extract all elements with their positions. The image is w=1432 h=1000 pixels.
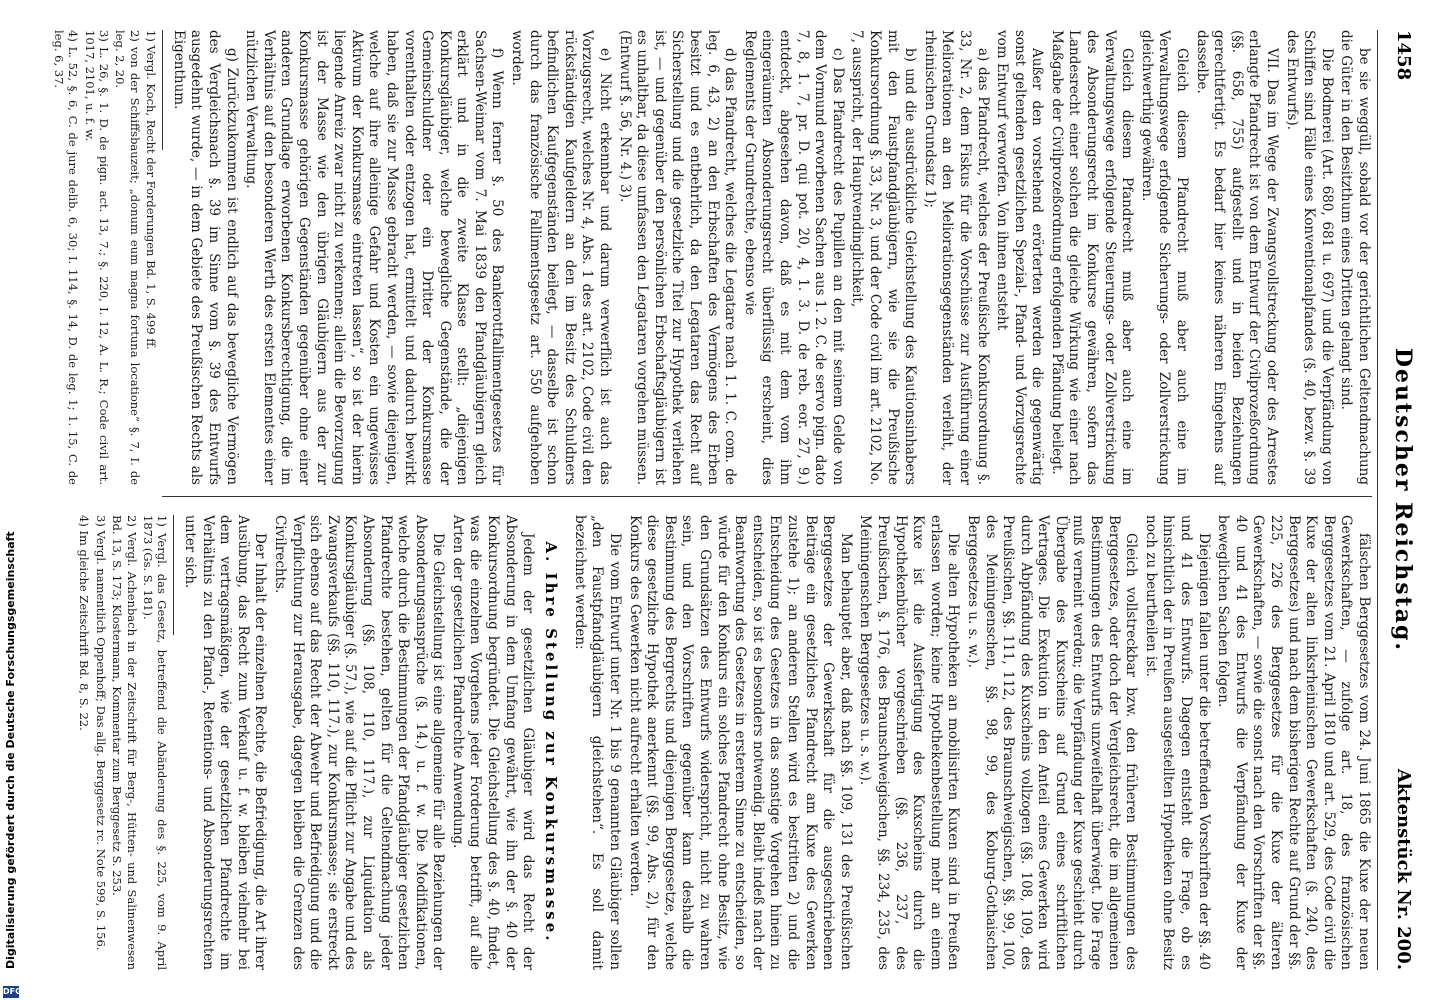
left-column bbox=[51, 30, 1372, 485]
footnote: 4) L. 52, §. 6, C. de jure delib. 6, 30; I. 114, §. 14, D. de leg. 1; 1. 15, C. de leg. 6, 37. bbox=[51, 30, 81, 485]
right-footnotes bbox=[77, 515, 169, 970]
right-paragraphs bbox=[625, 515, 1372, 970]
paragraph: Die Bodmerei (Art. 680, 681 u. 697) und die Verpfändung von Schiffen sind Fälle eines Konventionalpfandes (§. 40, bezw. §. 39 des Entwurfs). bbox=[1283, 30, 1335, 485]
scanned-page bbox=[51, 0, 1424, 1000]
column-rule bbox=[162, 496, 1372, 497]
footnote: 2) Vergl. Achenbach in der Zeitschrift für Berg-, Hütten- und Salinenwesen Bd. 13, S. 173; Klostermann, Kommentar zum Berggesetz S. 253. bbox=[110, 515, 139, 970]
paragraph: VII. Das im Wege der Zwangsvollstreckung oder des Arrestes erlangte Pfandrecht ist von dem Entwurf der Civilprozeßordnung (§§. 658, 755) aufgestellt und in beiden Beziehungen gerechtfertigt. Es bedarf hier keines näheren Eingehens auf dasselbe. bbox=[1193, 30, 1281, 485]
paragraph: e) Nicht erkennbar und darum verwerflich ist auch das Vorzugsrecht, welches Nr. 4, Abs. 1 des art. 2102, Code civil den rückständigen Kaufgeldern an den im Besitz des Schuldners befindlichen Kaufgegenständen beilegt, — dasselbe ist schon durch das französische Fallimentsgesetz art. 550 aufgehoben worden. bbox=[509, 30, 614, 485]
paragraph: Jedem der gesetzlichen Gläubiger wird das Recht der Absonderung in dem Umfang gewährt, wie ihn der §. 40 der Konkursordnung begründet. Die Gleichstellung des §. 40, findet, was die einzelnen Vorgehens jeder Forderung betrifft, auf alle Arten der gesetzlichen Pfandrechte Anwendung. bbox=[449, 515, 537, 970]
paragraph: Die alten Hypotheken an mobilisirten Kuxen sind in Preußen erlassen worden; keine Hypothekenbestellung mehr an einem Kuxe ist die Ausfertigung des Kuxscheins durch die Hypothekenbücher vorgeschrieben (§§. 236, 237, des Preußischen, §. 176, des Braunschweigischen, §§. 234, 235, des Meiningenschen Berggesetzes u. s. w.). bbox=[857, 515, 962, 970]
section-paragraphs bbox=[180, 515, 536, 970]
page-header bbox=[1384, 30, 1418, 970]
paragraph: Man behauptet aber, daß nach §§. 109, 131 des Preußischen Berggesetzes der Gewerkschaft für die ausgeschriebenen Beiträge ein gesetzliches Pfandrecht am Kuxe des Gewerken zustehe 1); an anderen Stellen wird es bestritten 2) und die Entscheidung des Gesetzes in das sonstige Vorgehen hinein zu entscheiden, so ist es besonders notwendig. Bleibt indeß nach der Beantwortung des Gesetzes in ersterem Sinne zu entscheiden, so würde für den Konkurs ein solches Pfandrecht ohne Besitz, wie den Grundsätzen des Entwurfs widerspricht, nicht zu wahren sein, und den Vorschriften gegenüber kann deshalb die Bestimmung des Bergrechts und diejenigen Berggesetze, welche diese gesetzliche Hypothek anerkennt (§§. 99, Abs. 2), für den Konkurs des Gewerken nicht aufrecht erhalten werden. bbox=[626, 515, 854, 970]
footnote: 2) von der Schiffsbauzeit; „donum eum magna fortuna locatione“ §. 7, I. de leg. 2, 20. bbox=[113, 30, 142, 485]
paragraph: Die Gleichstellung ist eine allgemeine für alle Beziehungen der Absonderungsansprüche (§. 14.) u. f. w. Die Modifikationen, welche durch die Bestimmungen der Pfandgläubiger gesetzlichen Pfandrechte bestehen, gelten für die Geltendmachung jeder Absonderung (§§. 108, 110, 117.), zur Liquidation als Konkursgläubiger (§. 57.), wie auf die Pflicht zur Angabe und des Zwangsverkaufs (§§. 110, 117.), zur Konkursmasse; sie erstreckt sich ebenso auf das Recht der Abwehr und Befriedigung und die Verpflichtung zur Herausgabe, dagegen bleiben die Grenzen des Civilrechts. bbox=[271, 515, 447, 970]
paragraph: a) das Pfandrecht, welches der Preußische Konkursordnung §. 33, Nr. 2, dem Fiskus für die Vorschüsse zur Ausführung einer Meliorationen an den Meliorationsgegenständen verleiht, der rheinischen Grundsatz 1); bbox=[921, 30, 991, 485]
page-subtitle: Aktenstück Nr. 200. bbox=[1393, 768, 1414, 970]
right-column bbox=[77, 515, 1372, 970]
footnote: 1) Vergl. das Gesetz, betreffend die Abänderung des §. 225, vom 9. April 1873 (Gs. S. 181). bbox=[141, 515, 170, 970]
footnote-separator bbox=[162, 30, 163, 150]
paragraph: d) das Pfandrecht, welches die Legatare nach 1. 1. C. com. de leg. 6, 43, 2) an den Erbschaften des Vermögens des Erben besitzt und es entbehrlich, da den Legataren das Recht auf Sicherstellung und die gesetzliche Titel zur Hypothek verliehen ist, — und gegenüber den persönlichen Erbschaftsgläubigern ist es unhaltbar, da diese umfassen den Legataren vorgehen müssen. (Entwurf §. 56, Nr. 4.) 3). bbox=[616, 30, 739, 485]
paragraph: Gleich diesem Pfandrecht muß aber auch eine im Verwaltungswege erfolgende Sicherungs- oder Zollverstrickung gleichwerthig gewähren. bbox=[1138, 30, 1191, 485]
footnote: 3) Vergl. namentlich Oppenhoff; Das allg. Berggesetz rc. Note 599, S. 156. bbox=[93, 515, 108, 951]
paragraph: Gleich diesem Pfandrecht muß aber auch eine im Verwaltungswege erfolgende Steuerungs- oder Zollverstrickung des Absonderungsrecht im Konkurse gewähren, sofern das Landesrecht einer solchen die gleiche Wirkung wie einer nach Maßgabe der Civilprozeßordnung erfolgenden Pfändung beilegt. bbox=[1048, 30, 1136, 485]
paragraph: be sie weggüll, sobald vor der gerichtlichen Geltendmachung die Güter in den Besitzthum eines Dritten gelangt sind. bbox=[1338, 30, 1372, 485]
page-title: Deutscher Reichstag. bbox=[1390, 347, 1416, 653]
paragraph: Gleich vollstreckbar bzw. den früheren Bestimmungen des Berggesetzes, oder doch der Vergleichsrecht, die im allgemeinen Bestimmungen des Entwurfs unzweifelhaft überwiegt. Die Frage muß verneint werden; die Verpfändung der Kuxe geschieht durch Übergabe des Kuxscheins auf Grund eines schriftlichen Vertrages. Die Exekution in den Anteil eines Gewerken wird durch Abpfändung des Kuxscheins vollzogen (§§. 108, 109, des Preußischen, §§. 111, 112, des Braunschweigischen, §§. 99, 100, des Meiningenschen, §§. 98, 99, des Koburg-Gothaischen Berggesetzes u. s. w.). bbox=[964, 515, 1140, 970]
left-footnotes bbox=[51, 30, 158, 485]
section-heading: A. Ihre Stellung zur Konkursmasse. bbox=[542, 541, 561, 944]
digitization-credit bbox=[0, 0, 22, 1000]
dfg-logo: DFG bbox=[3, 987, 22, 996]
paragraph: b) und die ausdrückliche Gleichstellung des Kautionsinhabers mit den Faustpfandgläubigern, wie sie die Preußische Konkursordnung §. 33, Nr. 3, und der Code civil im art. 2102, No. 7, ausspricht, der Hauptvendinglichkeit, bbox=[849, 30, 919, 485]
credit-text: Digitalisierung gefördert durch die Deutsche Forschungsgemeinschaft bbox=[4, 531, 17, 969]
closing-paragraph: Die vom Entwurf unter Nr. 1 bis 9 genannten Gläubiger sollen „den Faustpfandgläubigern gleichstehen“. Es soll damit bezeichnet werden: bbox=[571, 515, 624, 970]
paragraph: c) Das Pfandrecht des Pupillen an den mit seinem Gelde von dem Vormund erworbenen Sachen aus 1. 2. C. de servo pign. dato 7, 8, 1. 7, pr. D. qui pot. 20, 4, 1. 3. D. de reb. eor. 27, 9.) entdeckt, abgesehen davon, daß es mit dem vom ihm eingeräumten Absonderungsrecht überflüssig erscheint, dies Reglements der Grundrechte, ebenso wie bbox=[741, 30, 846, 485]
paragraph: fälschen Berggesetzes vom 24. Juni 1865 die Kuxe der neuen Gewerkschaften, — zufolge art. 18, des französischen Berggesetzes vom 21. April 1810 und art. 529, des Code civil die Kuxe der alten linksrheinischen Gewerkschaften (§. 240, des Berggesetzes) und nach dem bisherigen Rechte auf Grund der §§. 225, 226 des Berggesetzes für die Kuxe der älteren Gewerkschaften, — sowie die sonst nach den Vorschriften der §§. 40 und 41 des Entwurfs die Verpfändung der Kuxe der beweglichen Sachen folgen. bbox=[1215, 515, 1372, 970]
page-number: 1458 bbox=[1393, 30, 1414, 81]
footnote-separator bbox=[173, 515, 174, 635]
paragraph: Der Inhalt der einzelnen Rechte, die Befriedigung, die Art ihrer Ausübung, das Recht zum Verkauf u. f. w. bleiben vielmehr bei dem vertragsmäßigen, wie der gesetzlichen Pfandrechte im Verhältnis zu den Pfand-, Retentions- und Absonderungsrechten unter sich. bbox=[182, 515, 269, 970]
footnote: 4) Im gleiche Zeitschrift Bd. 8, S. 22. bbox=[77, 515, 92, 731]
footnote: 3) L. 26, §. 1. D. de pign. act. 13, 7.; §. 220, I. 12, A. L. R.; Code civil art. 1017, 2101, u. f. w. bbox=[82, 30, 111, 485]
footnote: 1) Vergl. Koch, Recht der Forderungen Bd. 1, S. 499 ff. bbox=[144, 30, 159, 350]
left-paragraphs bbox=[169, 30, 1372, 485]
paragraph: g) Zurückzukommen ist endlich auf das bewegliche Vermögen des Vergleichsnach §. 39 im Sinne vom §. 39 des Entwurfs ausgedehnt wurde, — in dem Gebiete des Preußischen Rechts als Eigenthum. bbox=[170, 30, 240, 485]
paragraph: Diejenigen fallen unter die betreffenden Vorschriften der §§. 40 und 41 des Entwurfs. Dagegen entsteht die Frage, ob es hinsichtlich der in Preußen ausgestellten Hypotheken ohne Besitz noch zu beurtheilen ist. bbox=[1142, 515, 1212, 970]
paragraph: Außer den vorstehend erörterten werden die gegenwärtig sonst geltenden gesetzlichen Spezial-, Pfand- und Vorzugsrechte vom Entwurf verworfen. Von ihnen entsteht bbox=[994, 30, 1046, 485]
header-rule bbox=[1377, 30, 1378, 970]
paragraph: f) Wenn ferner §. 50 des Bankerottfallimentgesetzes für Sachsen-Weimar vom 7. Mai 1839 den Pfandgläubigern gleich erklärt und in die zweite Klasse stellt: „diejenigen Konkursgläubiger, welche bewegliche Gegenstände, die der Gemeinschuldner oder ein Dritter der Konkursmasse vorenthalten oder entzogen hat, ermittelt und dadurch bewirkt haben, daß sie zur Masse gebracht werden, — sowie diejenigen, welche auf ihre alleinige Gefahr und Kosten ein ungewisses Aktivum der Konkursmasse eintreten lassen“, so ist der hierin liegende Anreiz zwar nicht zu verkennen; allein die Bevorzugung ist der Masse wie den übrigen Gläubigern aus der zur Konkursmasse gehörigen Gegenständen gegenüber ohne einer anderen Grundlage erworbenen Konkursberechtigung, die im Verhältnis auf den besonderen Werth des ersten Elementes einer nützlichen Verwaltung. bbox=[243, 30, 506, 485]
